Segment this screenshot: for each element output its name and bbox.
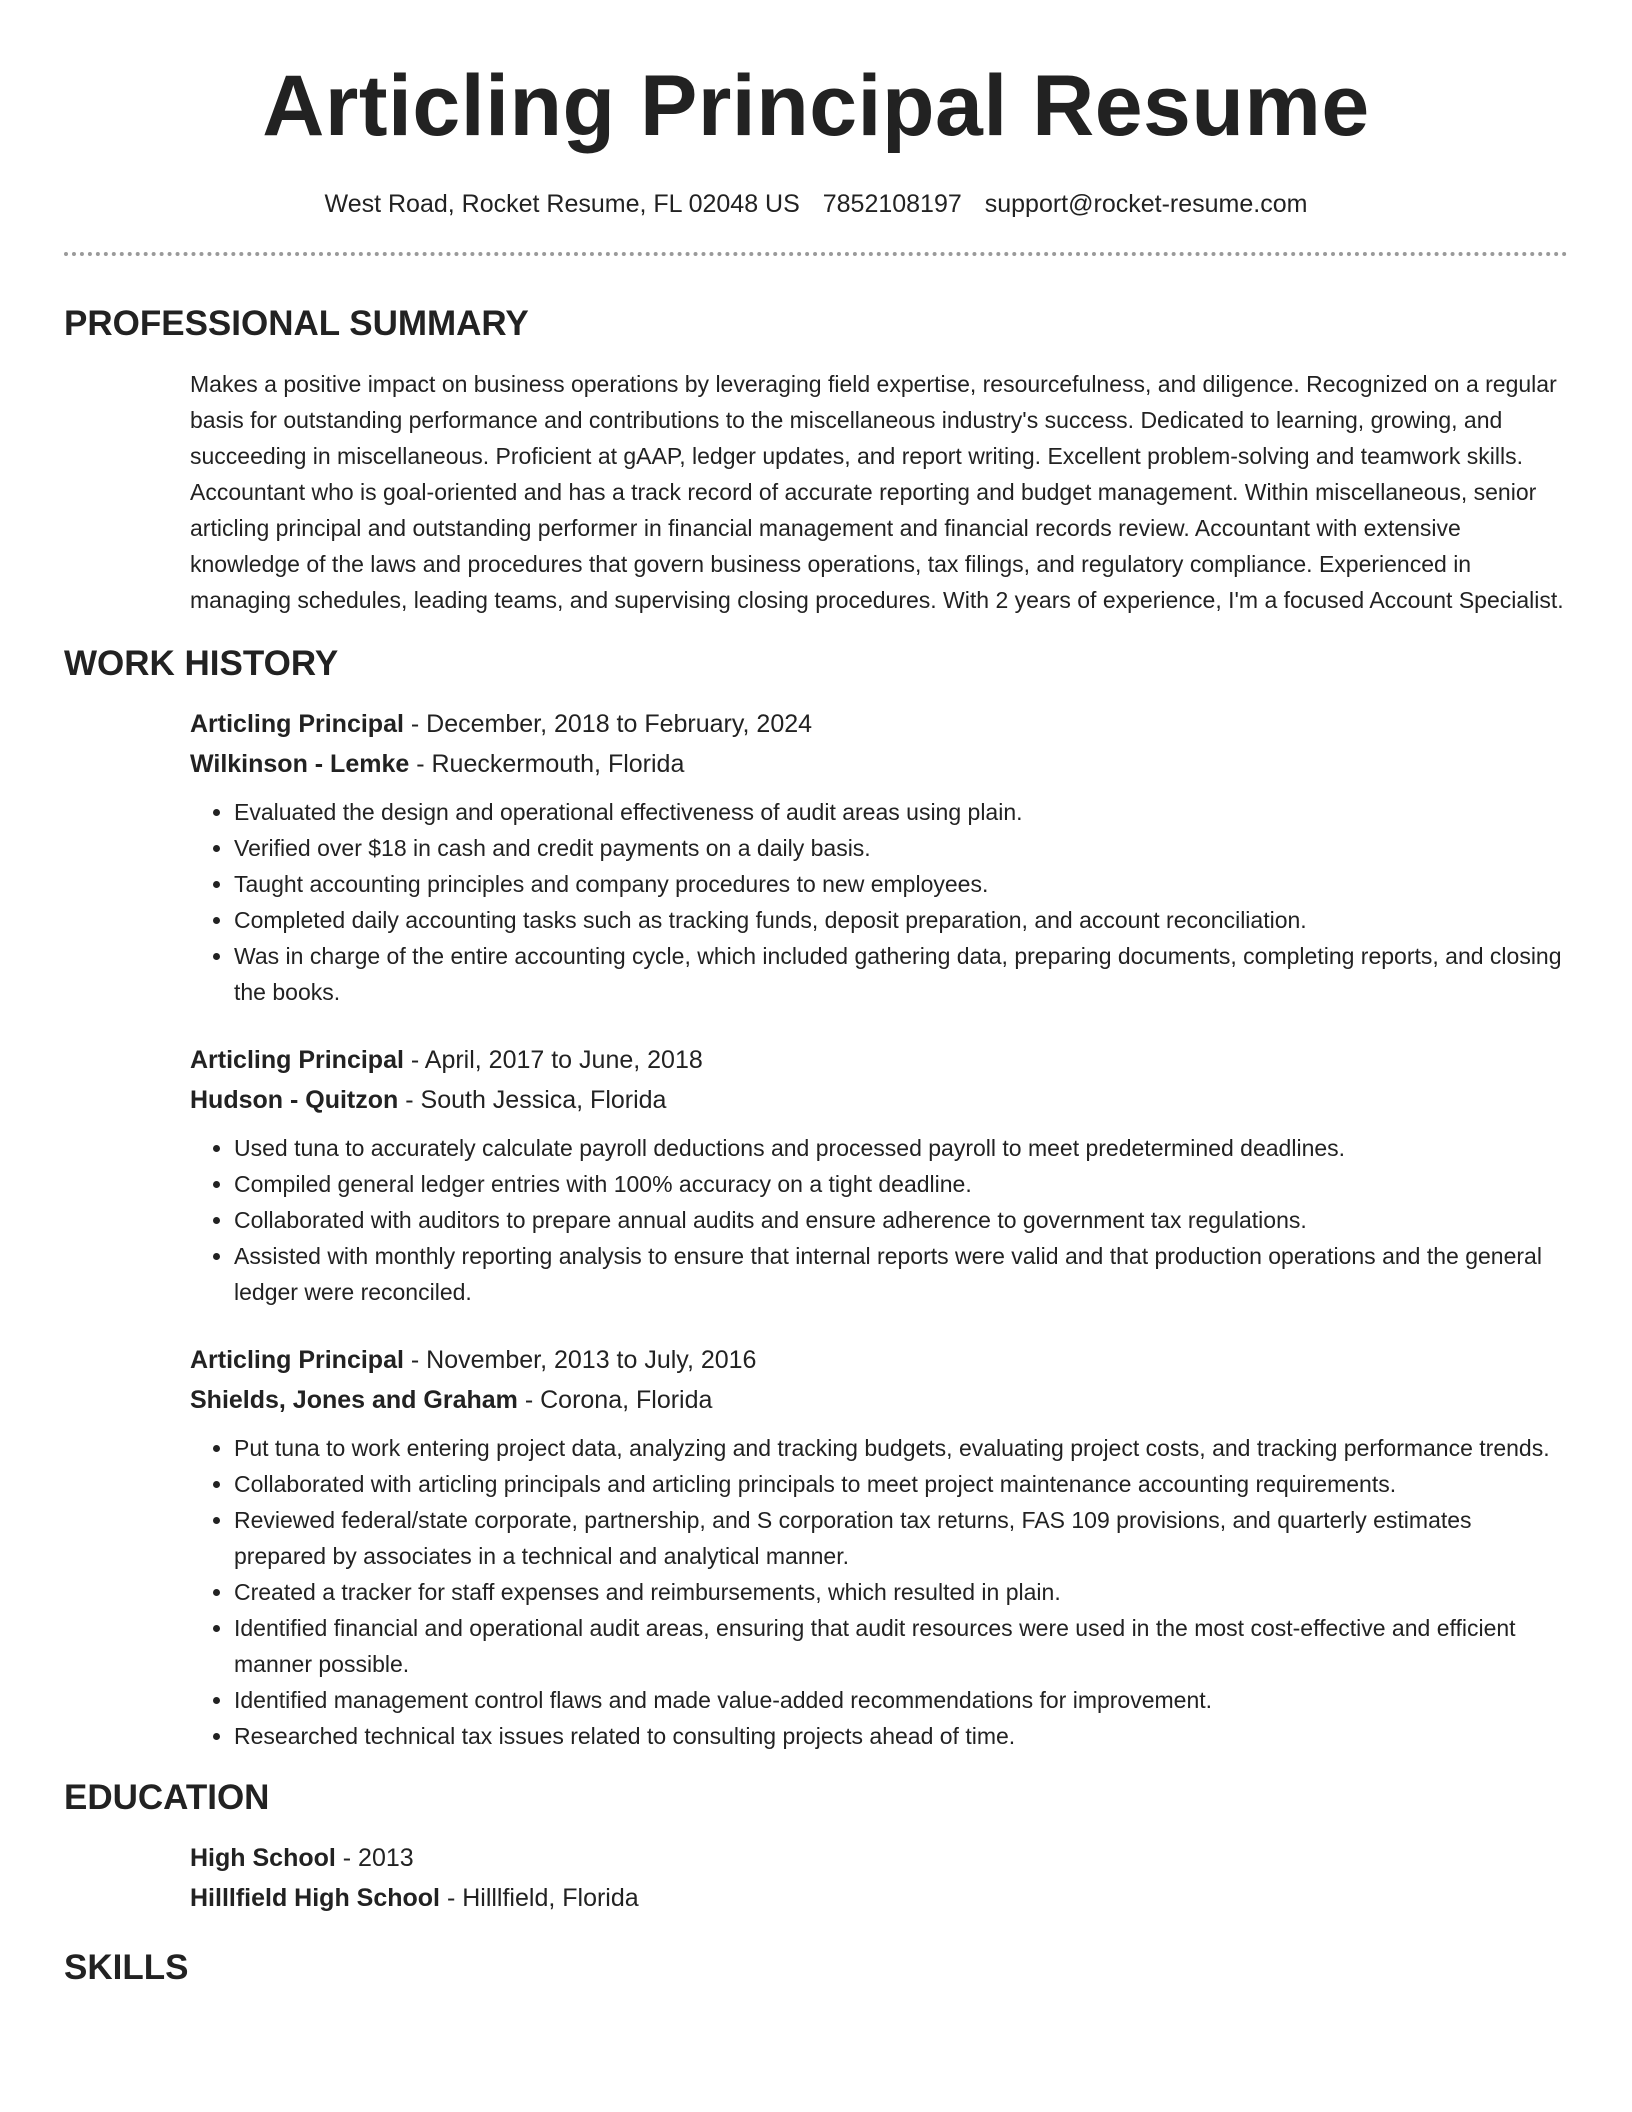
job-bullet: • Collaborated with auditors to prepare annual audits and ensure adherence to government tax regulations.	[234, 1202, 1568, 1238]
job-bullet: • Identified financial and operational audit areas, ensuring that audit resources were used in the most cost-effective and efficient manner possible.	[234, 1610, 1568, 1682]
job-company-line	[190, 744, 1568, 784]
job-role: Articling Principal	[190, 710, 404, 738]
job-bullet: • Was in charge of the entire accounting cycle, which included gathering data, preparing documents, completing reports, and closing the books.	[234, 938, 1568, 1010]
summary-text: Makes a positive impact on business operations by leveraging field expertise, resourcefulness, and diligence. Recognized on a regular basis for outstanding performance and contributions to the miscellaneous industry's success. Dedicated to learning, growing, and succeeding in miscellaneous. Proficient at gAAP, ledger updates, and report writing. Excellent problem-solving and teamwork skills. Accountant who is goal-oriented and has a track record of accurate reporting and budget management. Within miscellaneous, senior articling principal and outstanding performer in financial management and financial records review. Accountant with extensive knowledge of the laws and procedures that govern business operations, tax filings, and regulatory compliance. Experienced in managing schedules, leading teams, and supervising closing procedures. With 2 years of experience, I'm a focused Account Specialist.	[190, 371, 1564, 613]
job-bullet: • Researched technical tax issues related to consulting projects ahead of time.	[234, 1718, 1568, 1754]
job-bullets	[190, 1130, 1568, 1310]
job-bullet: • Created a tracker for staff expenses and reimbursements, which resulted in plain.	[234, 1574, 1568, 1610]
job-role-line	[190, 1340, 1568, 1380]
job-entry	[190, 1340, 1568, 1754]
contact-phone: 7852108197	[822, 190, 962, 218]
resume-title: Articling Principal Resume	[262, 58, 1370, 154]
job-company: Wilkinson - Lemke	[190, 750, 410, 778]
job-company-line	[190, 1380, 1568, 1420]
job-role-line	[190, 1040, 1568, 1080]
job-dates: - December, 2018 to February, 2024	[403, 710, 813, 738]
job-dates: - November, 2013 to July, 2016	[403, 1346, 757, 1374]
job-role: Articling Principal	[190, 1346, 404, 1374]
skills-heading: SKILLS	[64, 1948, 189, 1987]
job-role: Articling Principal	[190, 1046, 404, 1074]
job-bullet: • Verified over $18 in cash and credit payments on a daily basis.	[234, 830, 1568, 866]
contact-address: West Road, Rocket Resume, FL 02048 US	[324, 190, 800, 218]
work-history-heading: WORK HISTORY	[64, 644, 339, 683]
job-company: Shields, Jones and Graham	[190, 1386, 518, 1414]
summary-heading: PROFESSIONAL SUMMARY	[64, 304, 529, 343]
job-company: Hudson - Quitzon	[190, 1086, 399, 1114]
job-bullets	[190, 1430, 1568, 1754]
education-degree: High School	[190, 1844, 336, 1872]
education-heading: EDUCATION	[64, 1778, 270, 1817]
job-dates: - April, 2017 to June, 2018	[403, 1046, 703, 1074]
job-company-line	[190, 1080, 1568, 1120]
education-location: - Hilllfield, Florida	[440, 1884, 639, 1912]
job-bullet: • Assisted with monthly reporting analysis to ensure that internal reports were valid and that production operations and the general ledger were reconciled.	[234, 1238, 1568, 1310]
job-bullets	[190, 794, 1568, 1010]
job-bullet: • Identified management control flaws and made value-added recommendations for improvement.	[234, 1682, 1568, 1718]
education-entry	[190, 1838, 1568, 1918]
job-bullet: • Taught accounting principles and company procedures to new employees.	[234, 866, 1568, 902]
job-entry	[190, 704, 1568, 1010]
contact-email: support@rocket-resume.com	[984, 190, 1308, 218]
education-school-line	[190, 1878, 1568, 1918]
job-bullet: • Completed daily accounting tasks such as tracking funds, deposit preparation, and account reconciliation.	[234, 902, 1568, 938]
job-location: - Rueckermouth, Florida	[409, 750, 685, 778]
job-role-line	[190, 704, 1568, 744]
job-bullet: • Put tuna to work entering project data, analyzing and tracking budgets, evaluating project costs, and tracking performance trends.	[234, 1430, 1568, 1466]
education-degree-line	[190, 1838, 1568, 1878]
resume-header	[64, 0, 1568, 220]
contact-line	[64, 188, 1568, 220]
job-entry	[190, 1040, 1568, 1310]
education-year: - 2013	[335, 1844, 414, 1872]
work-history	[190, 704, 1568, 1754]
education-school: Hilllfield High School	[190, 1884, 440, 1912]
header-divider	[64, 252, 1568, 256]
job-location: - South Jessica, Florida	[398, 1086, 667, 1114]
job-location: - Corona, Florida	[517, 1386, 713, 1414]
job-bullet: • Collaborated with articling principals and articling principals to meet project maintenance accounting requirements.	[234, 1466, 1568, 1502]
job-bullet: • Evaluated the design and operational effectiveness of audit areas using plain.	[234, 794, 1568, 830]
job-bullet: • Reviewed federal/state corporate, partnership, and S corporation tax returns, FAS 109 provisions, and quarterly estimates prepared by associates in a technical and analytical manner.	[234, 1502, 1568, 1574]
job-bullet: • Compiled general ledger entries with 100% accuracy on a tight deadline.	[234, 1166, 1568, 1202]
job-bullet: • Used tuna to accurately calculate payroll deductions and processed payroll to meet predetermined deadlines.	[234, 1130, 1568, 1166]
